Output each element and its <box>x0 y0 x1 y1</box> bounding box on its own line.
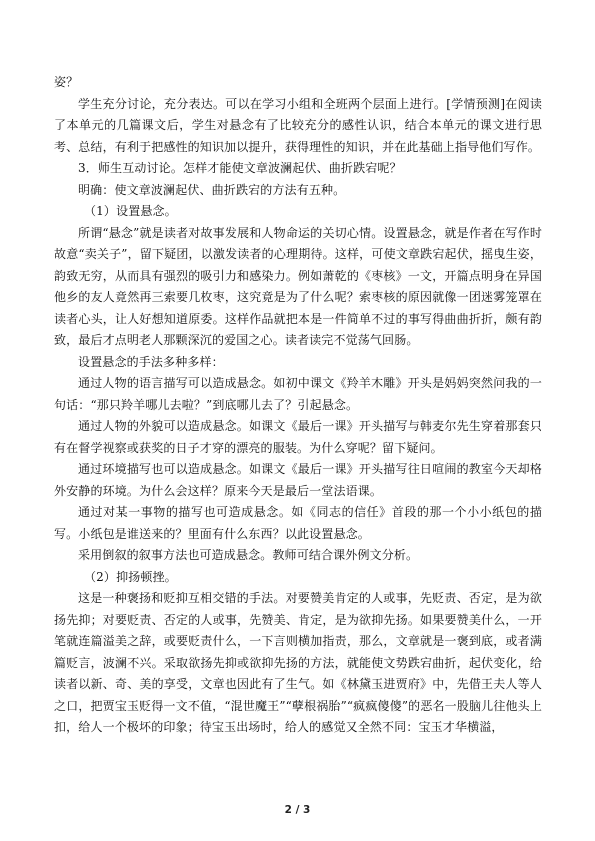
paragraph-environment: 通过环境描写也可以造成悬念。如课文《最后一课》开头描写往日喧闹的教室今天却格外安静的环境。为什么会这样？原来今天是最后一堂法语课。 <box>54 462 542 498</box>
heading-suspense: （1）设置悬念。 <box>84 204 177 218</box>
paragraph-object-description: 通过对某一事物的描写也可造成悬念。如《同志的信任》首段的那一个小小纸包的描写。小纸包是谁送来的？里面有什么东西？以此设置悬念。 <box>54 505 542 541</box>
paragraph-contrast: 这是一种褒扬和贬抑互相交错的手法。对要赞美肯定的人或事，先贬责、否定，是为欲扬先抑；对要贬责、否定的人或事，先赞美、肯定，是为欲抑先扬。如果要赞美什么，一开笔就连篇溢美之辞，或要贬责什么，一下言则横加指责，那么，文章就是一褒到底，或者满篇贬言，波澜不兴。采取欲扬先抑或欲抑先扬的方法，就能使文势跌宕曲折，起伏变化，给读者以新、奇、美的享受，文章也因此有了生气。如《林黛玉进贾府》中，先借王夫人等人之口，把贾宝玉贬得一文不值，“混世魔王”“孽根祸胎”“疯疯傻傻”的恶名一股脑儿往他头上扣，给人一个极坏的印象；待宝玉出场时，给人的感觉又全然不同：宝玉才华横溢， <box>54 591 542 734</box>
body-text <box>54 72 542 739</box>
paragraph-suspense-definition: 所谓“悬念”就是读者对故事发展和人物命运的关切心情。设置悬念，就是作者在写作时故意“卖关子”，留下疑团，以激发读者的心理期待。这样，可使文章跌宕起伏，摇曳生姿，韵致无穷，从而具有强烈的吸引力和感染力。例如萧乾的《枣核》一文，开篇点明身在异国他乡的友人竟然再三索要几枚枣，这究竟是为了什么呢？索枣核的原因就像一团迷雾笼罩在读者心头，让人好想知道原委。这样作品就把本是一件简单不过的事写得曲曲折折，颇有韵致，最后才点明老人那颗深沉的爱国之心。读者读完不觉荡气回肠。 <box>54 225 542 347</box>
paragraph-clarification: 明确：使文章波澜起伏、曲折跌宕的方法有五种。 <box>78 182 346 197</box>
page-number: 2 / 3 <box>284 804 311 816</box>
heading-contrast: （2）抑扬顿挫。 <box>84 569 177 584</box>
paragraph-flashback: 采用倒叙的叙事方法也可造成悬念。教师可结合课外例文分析。 <box>78 548 419 562</box>
paragraph-language-description: 通过人物的语言描写可以造成悬念。如初中课文《羚羊木雕》开头是妈妈突然问我的一句话：“那只羚羊哪儿去啦？”到底哪儿去了？引起悬念。 <box>54 376 542 412</box>
paragraph-continuation: 姿？ <box>54 75 79 89</box>
paragraph-suspense-methods: 设置悬念的手法多种多样： <box>78 354 224 369</box>
paragraph-step-3: 3．师生互动讨论。怎样才能使文章波澜起伏、曲折跌宕呢？ <box>78 161 402 175</box>
paragraph-appearance: 通过人物的外貌可以造成悬念。如课文《最后一课》开头描写与韩麦尔先生穿着那套只有在督学视察或获奖的日子才穿的漂亮的服装。为什么穿呢？留下疑问。 <box>54 419 542 455</box>
paragraph-discussion: 学生充分讨论，充分表达。可以在学习小组和全班两个层面上进行。[学情预测]在阅读了本单元的几篇课文后，学生对悬念有了比较充分的感性认识，结合本单元的课文进行思考、总结，有利于把感性的知识加以提升，获得理性的知识，并在此基础上指导他们写作。 <box>54 96 542 154</box>
